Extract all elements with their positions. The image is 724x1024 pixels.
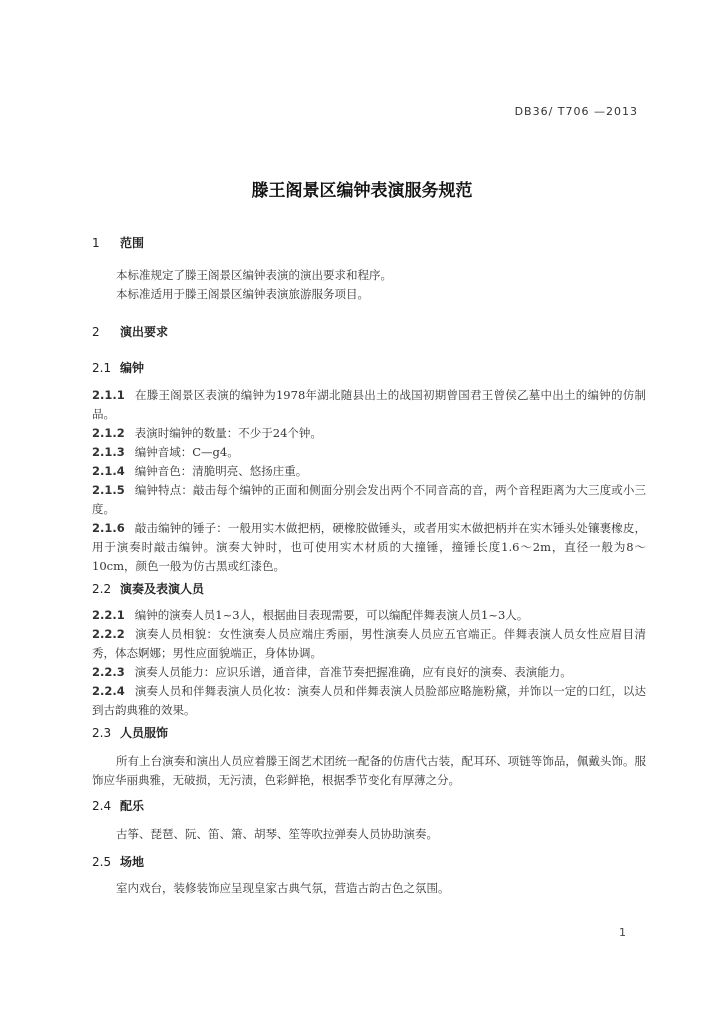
clause-number: 2.1.6: [92, 521, 125, 535]
subsection-title: 演奏及表演人员: [120, 582, 205, 596]
section-title: 范围: [120, 236, 145, 250]
subsection-number: 2.1: [92, 361, 112, 375]
clause-number: 2.1.1: [92, 388, 125, 402]
clause-number: 2.2.2: [92, 627, 125, 641]
clause-text: 敲击编钟的锤子：一般用实木做把柄，硬橡胶做锤头，或者用实木做把柄并在实木锤头处镶裹橡皮，用于演奏时敲击编钟。演奏大钟时，也可使用实木材质的大撞锤，撞锤长度1.6～2m，直径一般为8～10cm，颜色一般为仿古黑或红漆色。: [92, 521, 646, 573]
clause-text: 编钟的演奏人员1~3人，根据曲目表现需要，可以编配伴舞表演人员1~3人。: [134, 608, 529, 622]
subsection-heading-bells: [92, 359, 144, 376]
clause-number: 2.2.1: [92, 608, 125, 622]
clause: [92, 443, 646, 462]
subsection-title: 场地: [120, 855, 145, 869]
subsection-title: 配乐: [120, 799, 145, 813]
page-number: 1: [619, 926, 626, 939]
clause-text: 编钟音域：C—g4。: [134, 445, 239, 459]
paragraph: 所有上台演奏和演出人员应着滕王阁艺术团统一配备的仿唐代古装，配耳环、项链等饰品，佩戴头饰。服饰应华丽典雅，无破损，无污渍，色彩鲜艳，根据季节变化有厚薄之分。: [92, 754, 646, 787]
subsection-heading-accompaniment: [92, 797, 144, 814]
clause-number: 2.2.3: [92, 665, 125, 679]
clause-number: 2.2.4: [92, 684, 125, 698]
paragraph: 古筝、琵琶、阮、笛、箫、胡琴、笙等吹拉弹奏人员协助演奏。: [116, 827, 438, 841]
clause-text: 演奏人员相貌：女性演奏人员应端庄秀丽，男性演奏人员应五官端正。伴舞表演人员女性应眉目清秀，体态婀娜；男性应面貌端正，身体协调。: [92, 627, 646, 660]
clause-text: 编钟特点：敲击每个编钟的正面和侧面分别会发出两个不同音高的音，两个音程距离为大三度或小三度。: [92, 483, 646, 516]
document-title: 滕王阁景区编钟表演服务规范: [251, 181, 473, 201]
clause: [92, 519, 646, 576]
paragraph: 本标准规定了滕王阁景区编钟表演的演出要求和程序。: [116, 268, 392, 282]
subsection-heading-performers: [92, 580, 204, 597]
clause: [92, 424, 646, 443]
subsection-heading-costume: [92, 724, 168, 741]
clause-text: 表演时编钟的数量：不少于24个钟。: [134, 426, 322, 440]
clause-number: 2.1.3: [92, 445, 125, 459]
section-heading-scope: [92, 234, 144, 251]
clause-text: 编钟音色：清脆明亮、悠扬庄重。: [134, 464, 308, 478]
subsection-number: 2.5: [92, 855, 112, 869]
paragraph: 本标准适用于滕王阁景区编钟表演旅游服务项目。: [116, 287, 369, 301]
subsection-number: 2.2: [92, 582, 112, 596]
clause: [92, 682, 646, 720]
clause-text: 演奏人员能力：应识乐谱，通音律，音准节奏把握准确，应有良好的演奏、表演能力。: [134, 665, 572, 679]
clause: [92, 386, 646, 424]
clause: [92, 625, 646, 663]
clause: [92, 606, 646, 625]
subsection-number: 2.4: [92, 799, 112, 813]
section-title: 演出要求: [120, 325, 169, 339]
subsection-title: 人员服饰: [120, 726, 169, 740]
subsection-title: 编钟: [120, 361, 145, 375]
section-heading-requirements: [92, 323, 168, 340]
clause: [92, 663, 646, 682]
subsection-number: 2.3: [92, 726, 112, 740]
clause-text: 在滕王阁景区表演的编钟为1978年湖北随县出土的战国初期曾国君王曾侯乙墓中出土的编钟的仿制品。: [92, 388, 646, 421]
paragraph: 室内戏台，装修装饰应呈现皇家古典气氛，营造古韵古色之氛围。: [116, 881, 450, 895]
clause: [92, 481, 646, 519]
section-number: 2: [92, 325, 100, 339]
section-number: 1: [92, 236, 100, 250]
clause-number: 2.1.4: [92, 464, 125, 478]
subsection-heading-venue: [92, 853, 144, 870]
standard-code: DB36/ T706 —2013: [514, 105, 638, 118]
clause-number: 2.1.2: [92, 426, 125, 440]
clause-text: 演奏人员和伴舞表演人员化妆：演奏人员和伴舞表演人员脸部应略施粉黛，并饰以一定的口红，以达到古韵典雅的效果。: [92, 684, 646, 717]
clause: [92, 462, 646, 481]
clause-number: 2.1.5: [92, 483, 125, 497]
